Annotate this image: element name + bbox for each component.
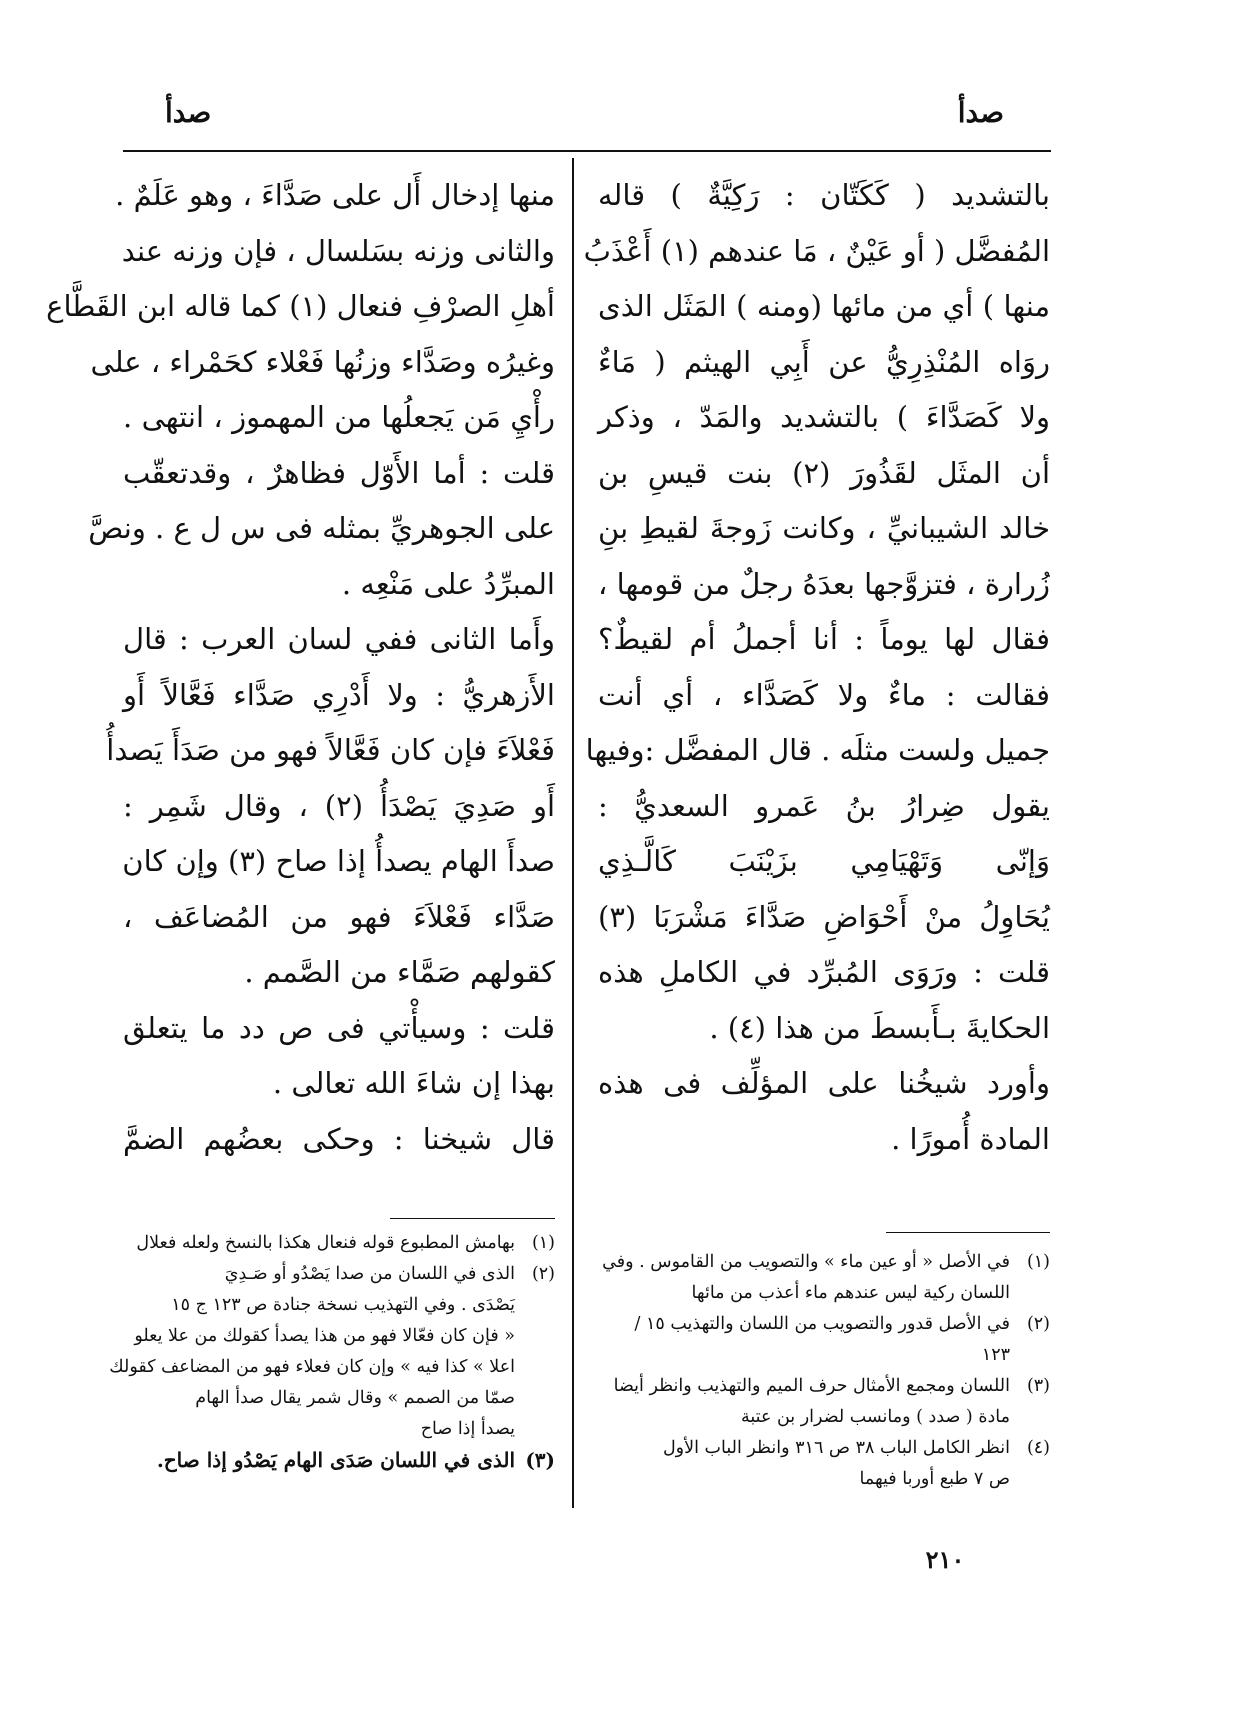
text-line: قال شيخنا : وحكى بعضُهم الضمَّ (123, 1121, 555, 1156)
footnote-line: اللسان ركية ليس عندهم ماء أعذب من مائها (691, 1283, 1010, 1303)
text-line: بهذا إن شاءَ الله تعالى . (272, 1066, 555, 1100)
footnote-rule-right (886, 1232, 1050, 1233)
footnote-number: (٣) (1026, 1376, 1050, 1396)
text-line: منها ) أي من مائها (ومنه ) المَثَل الذى (598, 289, 1050, 323)
footnote-line: اعلا » كذا فيه » وإن كان فعلاء فهو من المضاعف كقولك (109, 1357, 515, 1377)
text-line: وأَما الثانى ففي لسان العرب : قال (123, 622, 555, 656)
text-line: المادة أُمورًا . (891, 1121, 1050, 1156)
text-line: أهلِ الصرْفِ فنعال (١) كما قاله ابن القَطَّاع (46, 289, 555, 323)
text-line: جميل ولست مثلَه . قال المفضَّل :وفيها (585, 733, 1050, 767)
footnote-line: في الأصل قدور والتصويب من اللسان والتهذيب ١٥ / (634, 1314, 1010, 1334)
page-number: ٢١٠ (925, 1545, 965, 1574)
header-rule (123, 150, 1051, 152)
footnote-line: يَصْدَى . وفي التهذيب نسخة جنادة ص ١٢٣ ج ١٥ (171, 1295, 515, 1315)
footnote (598, 1309, 1050, 1371)
text-line: صدأَ الهام يصدأُ إذا صاح (٣) وإن كان (122, 844, 555, 878)
text-line: فقالت : ماءٌ ولا كَصَدَّاء ، أي أنت (598, 677, 1050, 712)
footnote-line: انظر الكامل الباب ٣٨ ص ٣١٦ وانظر الباب الأول (662, 1438, 1010, 1458)
footnote-line: ١٢٣ (981, 1345, 1010, 1365)
footnote-line: ص ٧ طبع أوربا فيهما (859, 1469, 1010, 1489)
text-line: بالتشديد ( كَكَتّان : رَكِيَّةٌ ) قاله (598, 178, 1050, 212)
text-line: وغيرُه وصَدَّاء وزنُها فَعْلاء كحَمْراء ، على (90, 344, 555, 379)
left-column (46, 168, 556, 1167)
text-line: زُرارة ، فتزوَّجها بعدَهُ رجلٌ من قومها ، (598, 566, 1050, 601)
footnote-line: « فإن كان فعّالا فهو من هذا يصدأ كقولك من علا يعلو (134, 1326, 515, 1346)
footnote (123, 1445, 555, 1476)
text-line: فقال لها يوماً : أنا أجملُ أم لقيطٌ؟ (598, 622, 1050, 656)
text-line: خالد الشيبانيِّ ، وكانت زَوجةَ لقيطِ بنِ (598, 511, 1050, 545)
footnote-line: يصدأ إذا صاح (420, 1419, 515, 1439)
footnote-number: (١) (531, 1233, 555, 1253)
footnote-line: الذى في اللسان من صدا يَصْدُو أو صَـدِيَ (224, 1264, 515, 1284)
text-line: منها إدخال أَل على صَدَّاءَ ، وهو عَلَمٌ . (115, 178, 555, 212)
footnote (598, 1433, 1050, 1495)
text-line: وأورد شيخُنا على المؤلِّف فى هذه (598, 1066, 1050, 1100)
text-line: الأَزهريُّ : ولا أَدْرِي صَدَّاء فَعَّالاً أَو (123, 677, 555, 712)
footnote-number: (٢) (1026, 1314, 1050, 1334)
running-header-left: صدأ (165, 96, 212, 129)
text-line: أَو صَدِيَ يَصْدَأُ (٢) ، وقال شَمِر : (123, 788, 556, 823)
text-line: والثانى وزنه بسَلسال ، فإن وزنه عند (121, 233, 555, 268)
footnote-number: (١) (1026, 1252, 1050, 1272)
column-divider (572, 158, 574, 1508)
footnote-rule-left (390, 1218, 555, 1219)
footnote (598, 1247, 1050, 1309)
text-line: روَاه المُنْذِرِيُّ عن أَبِي الهيثم ( مَاءٌ (598, 344, 1050, 379)
text-line: الحكايةَ بـأَبسطَ من هذا (٤) . (709, 1010, 1050, 1045)
footnote-line: في الأصل « أو عين ماء » والتصويب من القاموس . وفي (602, 1252, 1010, 1272)
text-line: قلت : أما الأَوّل فظاهرٌ ، وقدتعقّب (123, 455, 555, 490)
footnote (109, 1259, 555, 1445)
footnote-line: الذى في اللسان صَدَى الهام يَصْدُو إذا صاح. (156, 1448, 515, 1472)
text-line: كقولهم صَمَّاء من الصَّمم . (244, 955, 555, 989)
text-line: المُفضَّل ( أو عَيْنٌ ، مَا عندهم (١) أَعْذَبُ (583, 233, 1050, 268)
text-line: أن المثَل لقَذُورَ (٢) بنت قيسِ بن (598, 455, 1051, 490)
footnote-line: مادة ( صدد ) ومانسب لضرار بن عتبة (741, 1407, 1010, 1427)
footnote-line: بهامش المطبوع قوله فنعال هكذا بالنسخ ولعله فعلال (136, 1233, 515, 1253)
footnote (123, 1228, 555, 1259)
verse-line: يُحَاوِلُ منْ أَحْوَاضِ صَدَّاءَ مَشْرَبَا (٣) (598, 899, 1050, 934)
text-line: المبرِّدُ على مَنْعِه . (341, 566, 555, 601)
footnotes-right (598, 1247, 1050, 1495)
footnotes-left (109, 1228, 555, 1476)
text-line: ولا كَصَدَّاءَ ) بالتشديد والمَدّ ، وذكر (598, 400, 1050, 434)
text-line: قلت : ورَوَى المُبرِّد في الكاملِ هذه (598, 955, 1050, 989)
text-line: رأْيِ مَن يَجعلُها من المهموز ، انتهى . (123, 400, 555, 434)
footnote-number: (٢) (531, 1264, 555, 1284)
verse-line: وَإنّى وَتَهْيَامِي بزَيْنَبَ كَالَّـذِي (598, 844, 1050, 878)
footnote-number: (٣) (525, 1448, 555, 1472)
text-line: يقول ضِرارُ بنُ عَمرو السعديُّ : (598, 788, 1050, 823)
footnote-line: اللسان ومجمع الأمثال حرف الميم والتهذيب وانظر أيضا (613, 1376, 1010, 1396)
text-line: فَعْلاَءَ فإن كان فَعَّالاً فهو من صَدَأَ يَصدأُ (106, 733, 555, 767)
running-header-right: صدأ (957, 96, 1004, 129)
footnote-line: صمّا من الصمم » وقال شمر يقال صدأ الهام (195, 1388, 515, 1408)
text-line: صَدَّاء فَعْلاَءَ فهو من المُضاعَف ، (123, 899, 555, 934)
text-line: قلت : وسيأْتي فى ص دد ما يتعلق (123, 1010, 555, 1045)
text-line: على الجوهريِّ بمثله فى س ل ع . ونصَّ (88, 511, 555, 545)
footnote (598, 1371, 1050, 1433)
right-column (583, 168, 1051, 1167)
footnote-number: (٤) (1026, 1438, 1050, 1458)
